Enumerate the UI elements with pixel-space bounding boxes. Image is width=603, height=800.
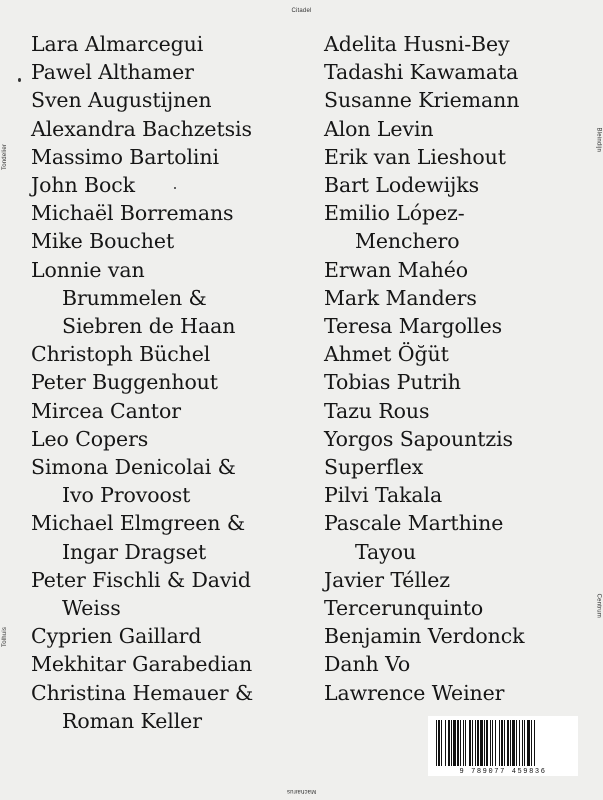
- artist-name-line: Emilio López-: [324, 201, 465, 226]
- artist-name: [31, 453, 301, 509]
- barcode-bar: [441, 720, 442, 766]
- artist-name: [324, 650, 574, 678]
- artist-name-line: Susanne Kriemann: [324, 88, 520, 113]
- artist-name: [31, 650, 301, 678]
- artist-name: [31, 425, 301, 453]
- artist-name-line: Cyprien Gaillard: [31, 624, 202, 649]
- artist-name-line: Sven Augustijnen: [31, 88, 212, 113]
- artist-name: [31, 143, 301, 171]
- artist-name: [324, 622, 574, 650]
- barcode-bar: [469, 720, 471, 766]
- artist-name: [324, 453, 574, 481]
- artist-name: [324, 509, 574, 565]
- edge-label-left-upper: Tondelier: [2, 143, 8, 170]
- artist-name-line: Adelita Husni-Bey: [324, 32, 510, 56]
- artist-name: [31, 340, 301, 368]
- artist-name-line: Superflex: [324, 455, 424, 480]
- barcode-bar: [501, 720, 503, 766]
- artist-list-left: [31, 30, 301, 735]
- edge-label-right-upper: Bleindijn: [595, 127, 601, 152]
- barcode-bar: [516, 720, 517, 766]
- barcode-bar: [492, 720, 493, 766]
- barcode-bar: [457, 720, 459, 766]
- artist-name-line: Michaël Borremans: [31, 201, 234, 226]
- artist-name-line: Pascale Marthine: [324, 511, 504, 536]
- artist-name-line: Erwan Mahéo: [324, 257, 469, 282]
- artist-name-line: Pilvi Takala: [324, 483, 443, 508]
- paper-speck: [18, 78, 21, 82]
- artist-name-line: Mike Bouchet: [31, 229, 175, 254]
- artist-name: [31, 86, 301, 114]
- barcode-bar: [531, 720, 532, 766]
- artist-name-line: Pawel Althamer: [31, 60, 194, 85]
- barcode-bar: [486, 720, 488, 766]
- barcode-bar: [512, 720, 515, 766]
- edge-label-right-lower: Centrum: [595, 593, 601, 618]
- artist-name-line: Yorgos Sapountzis: [324, 426, 513, 451]
- barcode-bar: [507, 720, 509, 766]
- barcode-bar: [527, 720, 530, 766]
- artist-name: [31, 227, 301, 255]
- artist-name-continuation: Ingar Dragset: [62, 539, 207, 564]
- barcode-bars: [436, 720, 570, 768]
- artist-name-line: Simona Denicolai &: [31, 455, 236, 480]
- paper-speck: [174, 187, 176, 189]
- barcode-bar: [465, 720, 466, 766]
- barcode-bar: [499, 720, 500, 766]
- artist-name-line: Erik van Lieshout: [324, 144, 506, 169]
- barcode-bar: [451, 720, 452, 766]
- artist-list-right: [324, 30, 574, 707]
- artist-name-line: Teresa Margolles: [324, 314, 503, 339]
- artist-name: [31, 30, 301, 58]
- artist-name: [324, 30, 574, 58]
- artist-name-line: Mekhitar Garabedian: [31, 652, 253, 677]
- barcode-bar: [490, 720, 491, 766]
- artist-name-line: Ahmet Öğüt: [324, 342, 449, 367]
- barcode-bar: [484, 720, 485, 766]
- artist-name-line: Alexandra Bachzetsis: [31, 116, 252, 141]
- barcode-bar: [438, 720, 440, 766]
- barcode-bar: [463, 720, 464, 766]
- barcode-bar: [534, 720, 535, 766]
- artist-name: [31, 368, 301, 396]
- artist-name: [324, 115, 574, 143]
- barcode-bar: [475, 720, 476, 766]
- artist-name-line: Mircea Cantor: [31, 398, 181, 423]
- barcode-number: 9 789077 459836: [459, 768, 547, 776]
- artist-name-line: Javier Téllez: [324, 567, 450, 592]
- barcode-bar: [448, 720, 450, 766]
- artist-name-line: Tadashi Kawamata: [324, 60, 519, 85]
- artist-name: [31, 199, 301, 227]
- artist-name-continuation: Siebren de Haan: [62, 314, 236, 339]
- artist-name: [324, 368, 574, 396]
- barcode-bar: [477, 720, 479, 766]
- artist-name: [324, 397, 574, 425]
- artist-name: [324, 481, 574, 509]
- artist-name-line: Lawrence Weiner: [324, 680, 505, 705]
- artist-name: [324, 86, 574, 114]
- artist-name: [324, 679, 574, 707]
- edge-label-left-lower: Tolhuis: [2, 626, 8, 647]
- artist-name-line: Christoph Büchel: [31, 342, 211, 367]
- artist-name: [31, 256, 301, 341]
- barcode-bar: [522, 720, 523, 766]
- artist-name-line: Michael Elmgreen &: [31, 511, 245, 536]
- artist-name-continuation: Menchero: [355, 229, 460, 254]
- barcode-bar: [460, 720, 461, 766]
- artist-name-line: Christina Hemauer &: [31, 680, 254, 705]
- artist-name: [324, 284, 574, 312]
- barcode-bar: [472, 720, 473, 766]
- artist-name-line: Peter Fischli & David: [31, 567, 251, 592]
- artist-name: [324, 340, 574, 368]
- artist-name: [31, 509, 301, 565]
- barcode-bar: [436, 720, 437, 766]
- artist-name-line: Danh Vo: [324, 652, 411, 677]
- artist-name-continuation: Roman Keller: [62, 708, 202, 733]
- barcode-bar: [504, 720, 505, 766]
- artist-name-continuation: Weiss: [62, 596, 121, 621]
- artist-name-line: Massimo Bartolini: [31, 144, 219, 169]
- artist-name: [324, 425, 574, 453]
- artist-name-line: John Bock: [31, 173, 135, 198]
- artist-name: [31, 566, 301, 622]
- artist-name-line: Leo Copers: [31, 426, 149, 451]
- artist-name: [31, 58, 301, 86]
- artist-name-line: Tazu Rous: [324, 398, 430, 423]
- artist-name: [31, 397, 301, 425]
- artist-name: [324, 566, 574, 594]
- artist-name: [324, 171, 574, 199]
- artist-name-line: Tobias Putrih: [324, 370, 461, 395]
- artist-name-continuation: Brummelen &: [62, 285, 207, 310]
- artist-name: [31, 115, 301, 143]
- artist-name-continuation: Ivo Provoost: [62, 483, 191, 508]
- artist-name: [324, 199, 574, 255]
- edge-label-bottom: Machairus: [286, 788, 317, 794]
- barcode-bar: [495, 720, 496, 766]
- artist-name: [324, 256, 574, 284]
- barcode-bar: [453, 720, 456, 766]
- artist-name: [31, 622, 301, 650]
- artist-name: [324, 143, 574, 171]
- artist-name-line: Lara Almarcegui: [31, 32, 204, 56]
- artist-name-line: Alon Levin: [324, 116, 434, 141]
- artist-name-line: Tercerunquinto: [324, 596, 484, 621]
- artist-name: [324, 594, 574, 622]
- artist-name: [31, 679, 301, 735]
- barcode-bar: [480, 720, 483, 766]
- artist-name-line: Lonnie van: [31, 257, 145, 282]
- barcode-bar: [510, 720, 511, 766]
- artist-name: [31, 171, 301, 199]
- artist-name-line: Bart Lodewijks: [324, 173, 480, 198]
- barcode: [428, 716, 578, 776]
- artist-name: [324, 312, 574, 340]
- barcode-bar: [445, 720, 446, 766]
- artist-name-line: Peter Buggenhout: [31, 370, 218, 395]
- artist-name-line: Benjamin Verdonck: [324, 624, 525, 649]
- artist-name-line: Mark Manders: [324, 285, 477, 310]
- barcode-bar: [519, 720, 520, 766]
- barcode-bar: [524, 720, 525, 766]
- artist-name-continuation: Tayou: [355, 539, 416, 564]
- artist-name: [324, 58, 574, 86]
- edge-label-top: Citadel: [291, 8, 312, 14]
